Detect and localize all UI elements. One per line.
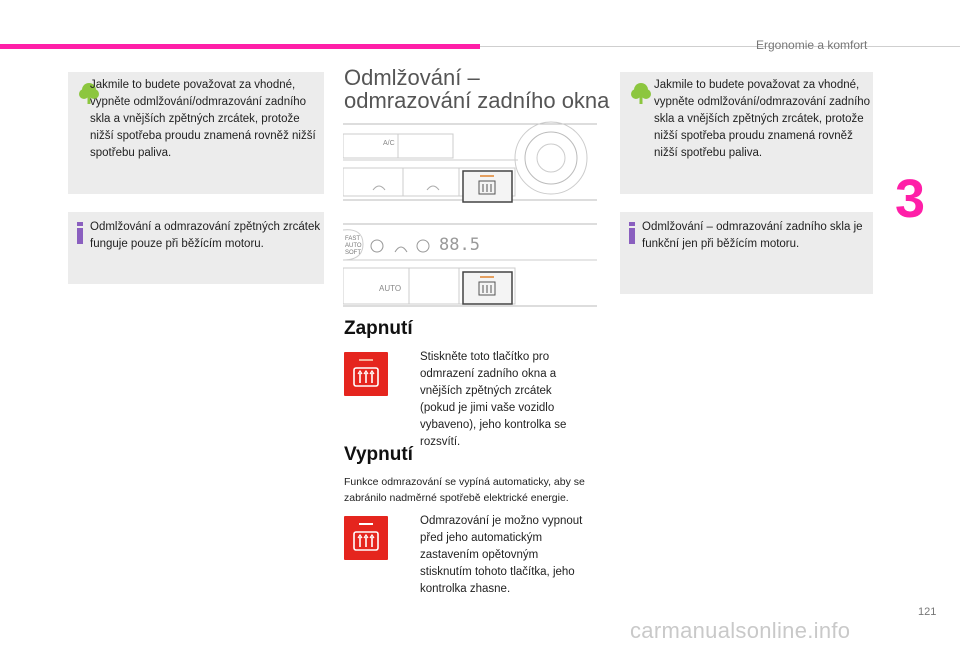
- on-instruction-text: Stiskněte toto tlačítko pro odmrazení zadního okna a vnějších zpětných zrcátek (pokud je jimi vaše vozidlo vybaveno), jeho kontrolka se rozsvítí.: [420, 351, 567, 448]
- eco-note-box-left: [68, 72, 324, 194]
- off-instruction-text: Odmrazování je možno vypnout před jeho automatickým zastavením opětovným stisknutím tohoto tlačítka, jeho kontrolka zhasne.: [420, 515, 583, 595]
- rear-defrost-button-off-illustration: [344, 516, 388, 560]
- eco-note-text: Jakmile to budete považovat za vhodné, vypněte odmlžování/odmrazování zadního skla a vnějších zpětných zrcátek, protože nižší spotřeba proudu znamená rovněž nižší spotřebu paliva.: [654, 79, 871, 159]
- rear-window-defrost-icon: [344, 352, 388, 396]
- climate-panel-illustration: [343, 120, 597, 310]
- panel-ac-label: A/C: [383, 140, 395, 147]
- section-title: Ergonomie a komfort: [756, 38, 868, 52]
- watermark: carmanualsonline.info: [630, 618, 851, 643]
- rear-defrost-button-on-illustration: [344, 352, 388, 396]
- page-number: 121: [918, 606, 937, 618]
- info-note-text: Odmlžování a odmrazování zpětných zrcátek funguje pouze při běžícím motoru.: [90, 221, 321, 250]
- off-heading: Vypnutí: [344, 444, 413, 465]
- info-icon: [77, 222, 83, 244]
- panel-soft-label: SOFT: [345, 250, 361, 256]
- info-icon: [629, 222, 635, 244]
- page-title: [344, 66, 609, 112]
- header-accent-bar: [0, 44, 480, 49]
- info-note-text: Odmlžování – odmrazování zadního skla je funkční jen při běžícím motoru.: [642, 221, 863, 250]
- panel-display-readout: 88.5: [439, 235, 480, 255]
- panel-auto-button-label: AUTO: [379, 284, 402, 293]
- panel-fast-label: FAST: [345, 236, 361, 242]
- header-divider: [480, 46, 960, 47]
- eco-note-text: Jakmile to budete považovat za vhodné, vypněte odmlžování/odmrazování zadního skla a vnějších zpětných zrcátek, protože nižší spotřeba proudu znamená rovněž nižší spotřebu paliva.: [90, 79, 316, 159]
- panel-auto-mode-label: AUTO: [345, 243, 362, 249]
- climate-panel-drawing: [343, 120, 597, 310]
- on-heading: Zapnutí: [344, 318, 413, 339]
- rear-window-defrost-icon: [344, 516, 388, 560]
- info-note-box-left: [68, 212, 324, 284]
- info-note-box-right: [620, 212, 873, 294]
- chapter-number: 3: [895, 169, 926, 229]
- panel-mode-labels: [345, 236, 362, 257]
- off-intro-text: Funkce odmrazování se vypíná automaticky, aby se zabránilo nadměrné spotřebě elektrické energie.: [344, 476, 585, 504]
- page-title-line2: odmrazování zadního okna: [344, 88, 610, 113]
- page-title-line1: Odmlžování –: [344, 65, 480, 90]
- eco-note-box-right: [620, 72, 873, 194]
- tree-icon: [630, 82, 652, 104]
